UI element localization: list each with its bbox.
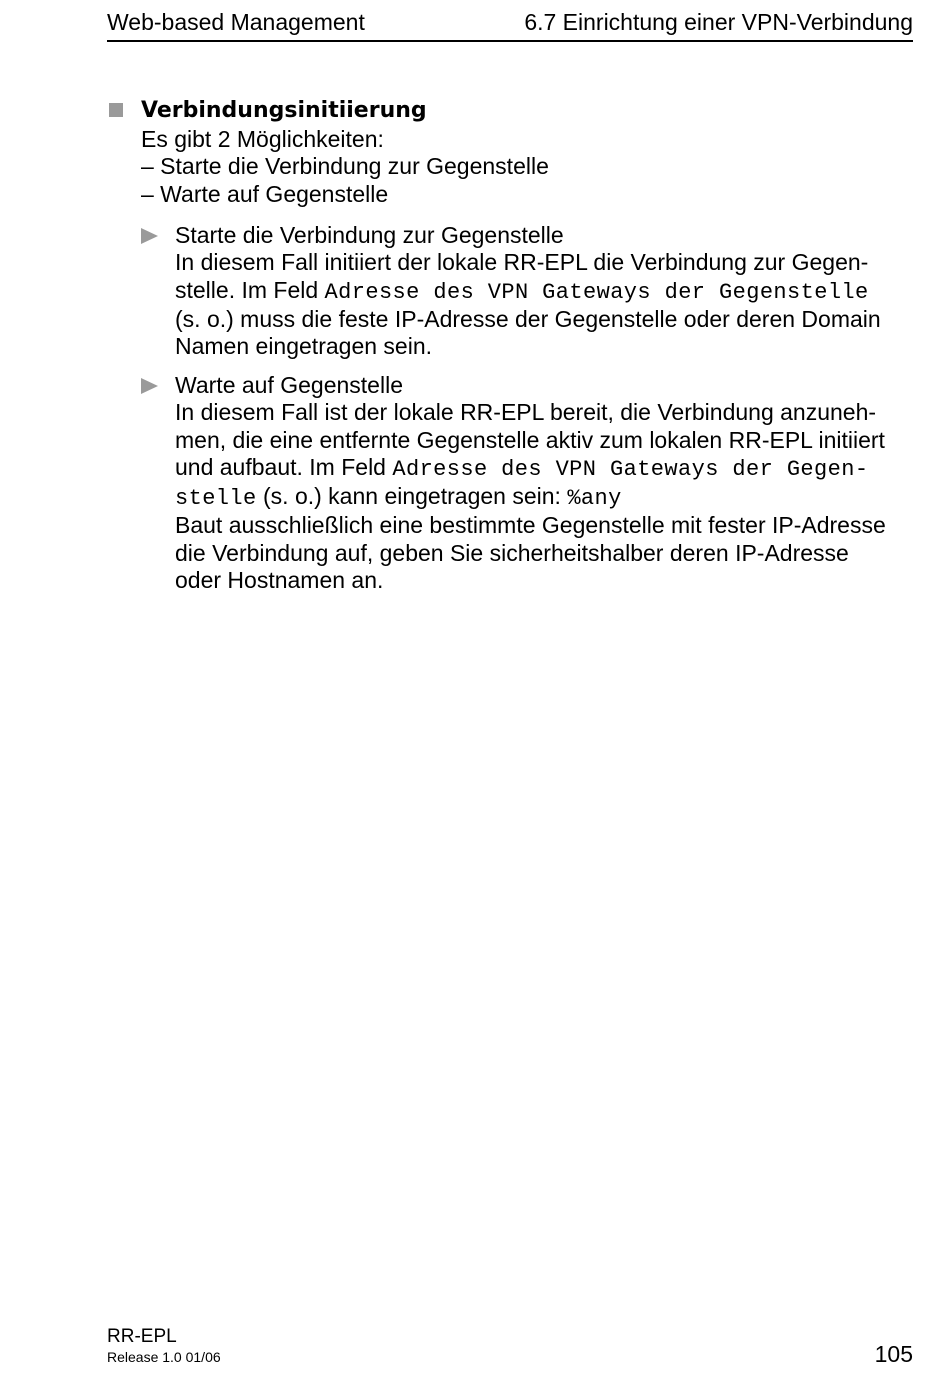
page-header bbox=[107, 4, 913, 42]
value-code: %any bbox=[567, 486, 622, 512]
field-name-code: stelle bbox=[175, 486, 257, 512]
item-text: stelle. Im Feld bbox=[175, 276, 325, 303]
page-number: 105 bbox=[874, 1341, 913, 1367]
header-chapter: Web-based Management bbox=[107, 9, 365, 35]
item-text: In diesem Fall initiiert der lokale RR-EPL die Verbindung zur Gegen- bbox=[175, 249, 869, 276]
section-intro: Es gibt 2 Möglichkeiten: bbox=[141, 126, 384, 152]
triangle-arrow-icon bbox=[141, 378, 158, 394]
item-text: Baut ausschließlich eine bestimmte Gegenstelle mit fester IP-Adresse bbox=[175, 512, 886, 539]
footer-product: RR-EPL bbox=[107, 1326, 177, 1347]
item-heading: Warte auf Gegenstelle bbox=[175, 372, 403, 398]
list-item-wait-for-peer bbox=[141, 372, 913, 594]
square-bullet-icon bbox=[109, 103, 123, 117]
triangle-arrow-icon bbox=[141, 228, 158, 244]
section-body bbox=[141, 96, 913, 208]
item-text: men, die eine entfernte Gegenstelle aktiv zum lokalen RR-EPL initiiert bbox=[175, 426, 885, 453]
item-text: die Verbindung auf, geben Sie sicherheitshalber deren IP-Adresse bbox=[175, 539, 849, 566]
item-heading: Starte die Verbindung zur Gegenstelle bbox=[175, 222, 564, 248]
field-name-code: Adresse des VPN Gateways der Gegenstelle bbox=[324, 279, 869, 305]
item-text: und aufbaut. Im Feld bbox=[175, 453, 393, 480]
item-text: In diesem Fall ist der lokale RR-EPL bereit, die Verbindung anzuneh- bbox=[175, 399, 877, 426]
list-item-start-connection bbox=[141, 222, 913, 360]
item-text: oder Hostnamen an. bbox=[175, 567, 384, 594]
section-title: Verbindungsinitiierung bbox=[141, 98, 427, 123]
option-item: – Warte auf Gegenstelle bbox=[141, 180, 389, 207]
item-text: (s. o.) kann eingetragen sein: bbox=[256, 483, 568, 510]
item-text-line bbox=[175, 277, 913, 306]
item-text-line bbox=[175, 483, 913, 512]
header-section: 6.7 Einrichtung einer VPN-Verbindung bbox=[524, 9, 913, 35]
item-text: (s. o.) muss die feste IP-Adresse der Gegenstelle oder deren Domain bbox=[175, 305, 881, 332]
page-footer bbox=[107, 1326, 221, 1366]
option-item: – Starte die Verbindung zur Gegenstelle bbox=[141, 153, 549, 180]
footer-release: Release 1.0 01/06 bbox=[107, 1349, 221, 1365]
item-text-line bbox=[175, 454, 913, 483]
field-name-code: Adresse des VPN Gateways der Gegen- bbox=[392, 456, 869, 482]
item-text: Namen eingetragen sein. bbox=[175, 333, 432, 360]
